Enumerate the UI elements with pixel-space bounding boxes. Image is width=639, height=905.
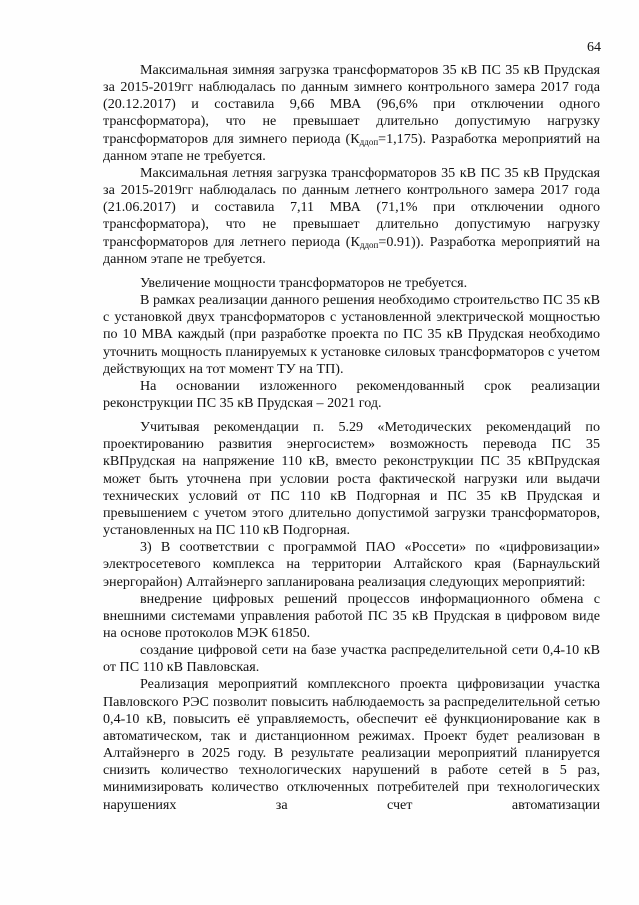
paragraph-digitalization: 3) В соответствии с программой ПАО «Россети» по «цифровизации» электросетевого комплекса на территории Алтайского края (Барнаульский энергорайон) Алтайэнерго запланирована реализация следующих мероприятий: [103, 539, 600, 590]
paragraph-winter-load [103, 62, 600, 165]
document-body [103, 62, 600, 814]
paragraph-deadline: На основании изложенного рекомендованный срок реализации реконструкции ПС 35 кВ Прудская – 2021 год. [103, 377, 600, 411]
paragraph-digital-network: создание цифровой сети на базе участка распределительной сети 0,4-10 кВ от ПС 110 кВ Павловская. [103, 642, 600, 676]
page-number: 64 [587, 40, 601, 55]
paragraph-construction: В рамках реализации данного решения необходимо строительство ПС 35 кВ с установкой двух трансформаторов с установленной электрической мощностью по 10 МВА каждый (при разработке проекта по ПС 35 кВ Прудская необходимо уточнить мощность планируемых к установке силовых трансформаторов с учетом действующих на тот момент ТУ на ТП). [103, 292, 600, 377]
paragraph-digital-exchange: внедрение цифровых решений процессов информационного обмена с внешними системами управления работой ПС 35 кВ Прудская в цифровом виде на основе протоколов МЭК 61850. [103, 590, 600, 641]
paragraph-text: Максимальная летняя загрузка трансформаторов 35 кВ ПС 35 кВ Прудская за 2015-2019гг наблюдалась по данным летнего контрольного замера 2017 года (21.06.2017) и составила 7,11 МВА (71,1% при отключении одного трансформатора), что не превышает длительно допустимую нагрузку трансформаторов для летнего периода (К [103, 164, 600, 250]
paragraph-text-tail: =1,175). Разработка мероприятий на данном этапе не требуется. [103, 130, 600, 164]
paragraph-text: Максимальная зимняя загрузка трансформаторов 35 кВ ПС 35 кВ Прудская за 2015-2019гг наблюдалась по данным зимнего контрольного замера 2017 года (20.12.2017) и составила 9,66 МВА (96,6% при отключении одного трансформатора), что не превышает длительно допустимую нагрузку трансформаторов для зимнего периода (К [103, 62, 600, 147]
paragraph-recommendations: Учитывая рекомендации п. 5.29 «Методических рекомендаций по проектированию развития энергосистем» возможность перевода ПС 35 кВПрудская на напряжение 110 кВ, вместо реконструкции ПС 35 кВПрудская может быть уточнена при условии роста фактической нагрузки или выдачи технических условий от ПС 110 кВ Подгорная и ПС 35 кВ Прудская и превышением с учетом этого длительно допустимой загрузки трансформаторов, установленных на ПС 110 кВ Подгорная. [103, 419, 600, 539]
subscript: ддоп [359, 136, 379, 147]
subscript: ддоп [359, 239, 379, 250]
paragraph-text-tail: =0.91)). Разработка мероприятий на данном этапе не требуется. [103, 233, 600, 267]
paragraph-no-increase: Увеличение мощности трансформаторов не требуется. [140, 274, 468, 291]
paragraph-summer-load [103, 165, 600, 268]
paragraph-project-results: Реализация мероприятий комплексного проекта цифровизации участка Павловского РЭС позволит повысить наблюдаемость за распределительной сетью 0,4-10 кВ, повысить её управляемость, обеспечит её функционирование как в автоматическом, так и дистанционном режимах. Проект будет реализован в Алтайэнерго в 2025 году. В результате реализации мероприятий планируется снизить количество технологических нарушений в работе сетей в 5 раз, минимизировать количество отключенных потребителей при технологических нарушениях за счет автоматизации [103, 676, 600, 813]
